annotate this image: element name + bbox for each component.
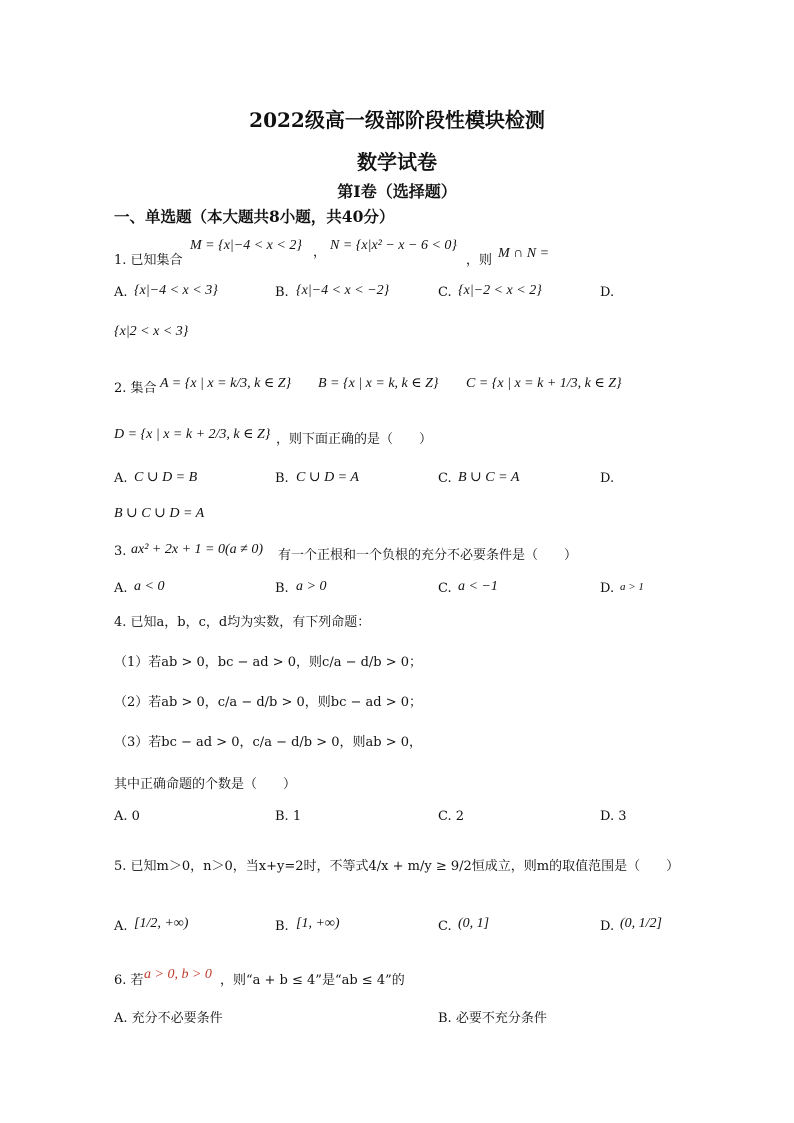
q3-option-d: a > 1	[620, 581, 644, 593]
q5-option-d-label: D.	[600, 919, 615, 934]
q4-proposition-1: （1）若ab > 0，bc − ad > 0，则c/a − d/b > 0；	[114, 655, 423, 670]
q5-option-b: [1, +∞)	[296, 916, 340, 931]
q2-set-c: C = {x | x = k + 1/3, k ∈ Z}	[466, 376, 622, 391]
q1-stem: 1. 已知集合	[114, 253, 183, 268]
q1-option-a-label: A.	[114, 285, 128, 300]
q3-option-d-label: D.	[600, 581, 615, 596]
q1-sep: ，	[313, 245, 327, 260]
q2-ask: ，则下面正确的是（ ）	[276, 432, 433, 447]
exam-title: 2022级高一级部阶段性模块检测	[249, 108, 545, 132]
q1-option-d-label: D.	[600, 285, 615, 300]
q2-option-d-label: D.	[600, 471, 615, 486]
q4-option-c: C. 2	[438, 809, 465, 824]
q4-proposition-3: （3）若bc − ad > 0，c/a − d/b > 0，则ab > 0，	[114, 735, 423, 750]
q2-option-a-label: A.	[114, 471, 128, 486]
q1-tail: ，则	[466, 253, 493, 268]
q1-option-b: {x|−4 < x < −2}	[296, 283, 390, 298]
q5-option-c: (0, 1]	[458, 916, 490, 931]
q4-option-d: D. 3	[600, 809, 627, 824]
q1-option-b-label: B.	[275, 285, 289, 300]
section-heading: 一、单选题（本大题共8小题，共40分）	[114, 207, 395, 226]
q1-ask: M ∩ N =	[498, 246, 550, 261]
q1-option-a: {x|−4 < x < 3}	[134, 283, 218, 298]
q2-option-c-label: C.	[438, 471, 452, 486]
exam-subtitle: 数学试卷	[357, 150, 437, 174]
q3-equation: ax² + 2x + 1 = 0(a ≠ 0)	[131, 542, 263, 557]
q3-text: 有一个正根和一个负根的充分不必要条件是（ ）	[278, 548, 578, 563]
q3-option-b-label: B.	[275, 581, 289, 596]
q5-option-a-label: A.	[114, 919, 128, 934]
q2-set-b: B = {x | x = k, k ∈ Z}	[318, 376, 439, 391]
q4-ask: 其中正确命题的个数是（ ）	[114, 777, 297, 792]
q4-option-a: A. 0	[114, 809, 140, 824]
q4-stem: 4. 已知a，b，c，d均为实数，有下列命题：	[114, 615, 371, 630]
q1-set-n: N = {x|x² − x − 6 < 0}	[330, 238, 458, 253]
q2-set-a: A = {x | x = k/3, k ∈ Z}	[160, 376, 292, 391]
q2-set-d: D = {x | x = k + 2/3, k ∈ Z}	[114, 427, 271, 442]
q6-condition: a > 0, b > 0	[144, 967, 212, 982]
q2-option-a: C ∪ D = B	[134, 470, 198, 485]
q6-option-a: A. 充分不必要条件	[114, 1011, 223, 1026]
q2-option-c: B ∪ C = A	[458, 470, 520, 485]
q3-option-a-label: A.	[114, 581, 128, 596]
q2-option-d: B ∪ C ∪ D = A	[114, 506, 205, 521]
q3-number: 3.	[114, 544, 127, 559]
q2-stem: 2. 集合	[114, 381, 157, 396]
q1-set-m: M = {x|−4 < x < 2}	[190, 238, 302, 253]
q5-option-c-label: C.	[438, 919, 452, 934]
q6-text: ，则“a + b ≤ 4”是“ab ≤ 4”的	[220, 973, 405, 988]
q1-option-c-label: C.	[438, 285, 452, 300]
q1-option-d: {x|2 < x < 3}	[114, 324, 189, 339]
q1-option-c: {x|−2 < x < 2}	[458, 283, 542, 298]
q2-option-b: C ∪ D = A	[296, 470, 359, 485]
q3-option-b: a > 0	[296, 579, 327, 594]
q5-option-b-label: B.	[275, 919, 289, 934]
q5-option-d: (0, 1/2]	[620, 916, 662, 931]
q2-option-b-label: B.	[275, 471, 289, 486]
q5-stem: 5. 已知m＞0，n＞0，当x+y=2时，不等式4/x + m/y ≥ 9/2恒成立，则m的取值范围是（ ）	[114, 859, 680, 874]
q3-option-c-label: C.	[438, 581, 452, 596]
q6-stem: 6. 若	[114, 973, 144, 988]
q4-proposition-2: （2）若ab > 0，c/a − d/b > 0，则bc − ad > 0；	[114, 695, 423, 710]
q5-option-a: [1/2, +∞)	[134, 916, 189, 931]
q4-option-b: B. 1	[275, 809, 302, 824]
q6-option-b: B. 必要不充分条件	[438, 1011, 547, 1026]
q3-option-c: a < −1	[458, 579, 498, 594]
q3-option-a: a < 0	[134, 579, 165, 594]
part-heading: 第Ⅰ卷（选择题）	[337, 182, 457, 201]
